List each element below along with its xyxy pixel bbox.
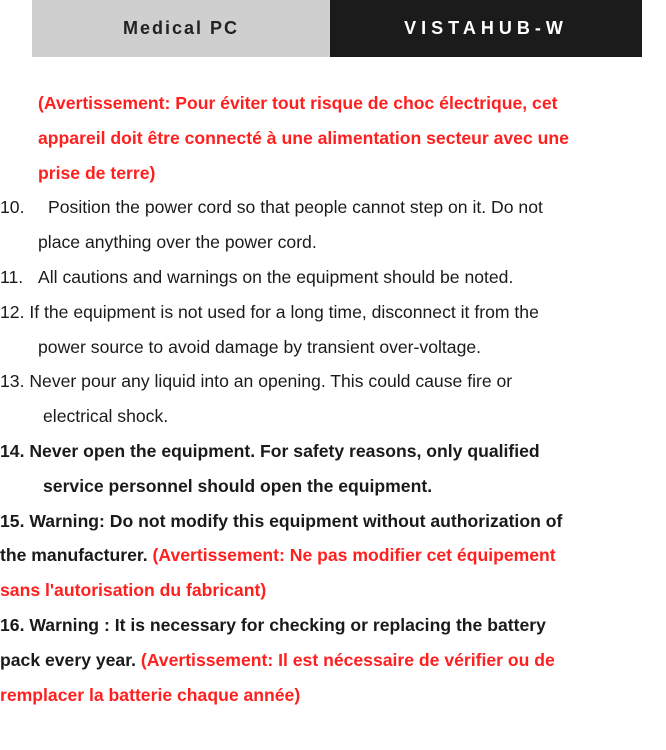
item-14-line-2: service personnel should open the equipment. — [43, 475, 433, 496]
item-10-line-2: place anything over the power cord. — [38, 232, 317, 253]
item-16-line-1: 16. Warning : It is necessary for checking or replacing the battery — [0, 614, 546, 635]
warning-fr-line-1: (Avertissement: Pour éviter tout risque de choc électrique, cet — [38, 93, 558, 113]
header-model-name: VISTAHUB-W — [330, 0, 642, 57]
item-12-line-1: 12. If the equipment is not used for a long time, disconnect it from the — [0, 301, 539, 322]
item-15-warning-fr-1: (Avertissement: Ne pas modifier cet équipement — [152, 545, 556, 566]
warning-fr-line-2: appareil doit être connecté à une alimentation secteur avec une — [38, 127, 569, 148]
item-16-line-2 — [0, 643, 666, 678]
item-11-line — [0, 260, 666, 295]
header-product-category: Medical PC — [32, 0, 330, 57]
warning-fr-line-3: prise de terre) — [38, 162, 156, 183]
item-16-warning-fr-2: remplacer la batterie chaque année) — [0, 684, 301, 705]
item-15-line-1: 15. Warning: Do not modify this equipment without authorization of — [0, 510, 563, 531]
item-10-number: 10. — [0, 197, 25, 218]
item-13-line-2: electrical shock. — [43, 406, 169, 427]
item-15-line-2 — [0, 538, 666, 573]
item-10-line-1 — [0, 190, 666, 225]
item-11-number: 11. — [0, 266, 24, 287]
item-16-text-en: pack every year. — [0, 649, 136, 670]
item-12-line-2: power source to avoid damage by transient over-voltage. — [38, 336, 482, 357]
item-15-text-en: the manufacturer. — [0, 545, 148, 566]
item-16-warning-fr-1: (Avertissement: Il est nécessaire de vérifier ou de — [140, 649, 555, 670]
item-15-warning-fr-2: sans l'autorisation du fabricant) — [0, 580, 267, 601]
page-header — [32, 0, 642, 57]
item-14-line-1: 14. Never open the equipment. For safety reasons, only qualified — [0, 440, 540, 461]
item-13-line-1: 13. Never pour any liquid into an opening. This could cause fire or — [0, 371, 513, 392]
item-10-text-1: Position the power cord so that people cannot step on it. Do not — [48, 197, 543, 218]
safety-instructions — [0, 86, 666, 712]
item-11-text: All cautions and warnings on the equipment should be noted. — [38, 266, 514, 287]
